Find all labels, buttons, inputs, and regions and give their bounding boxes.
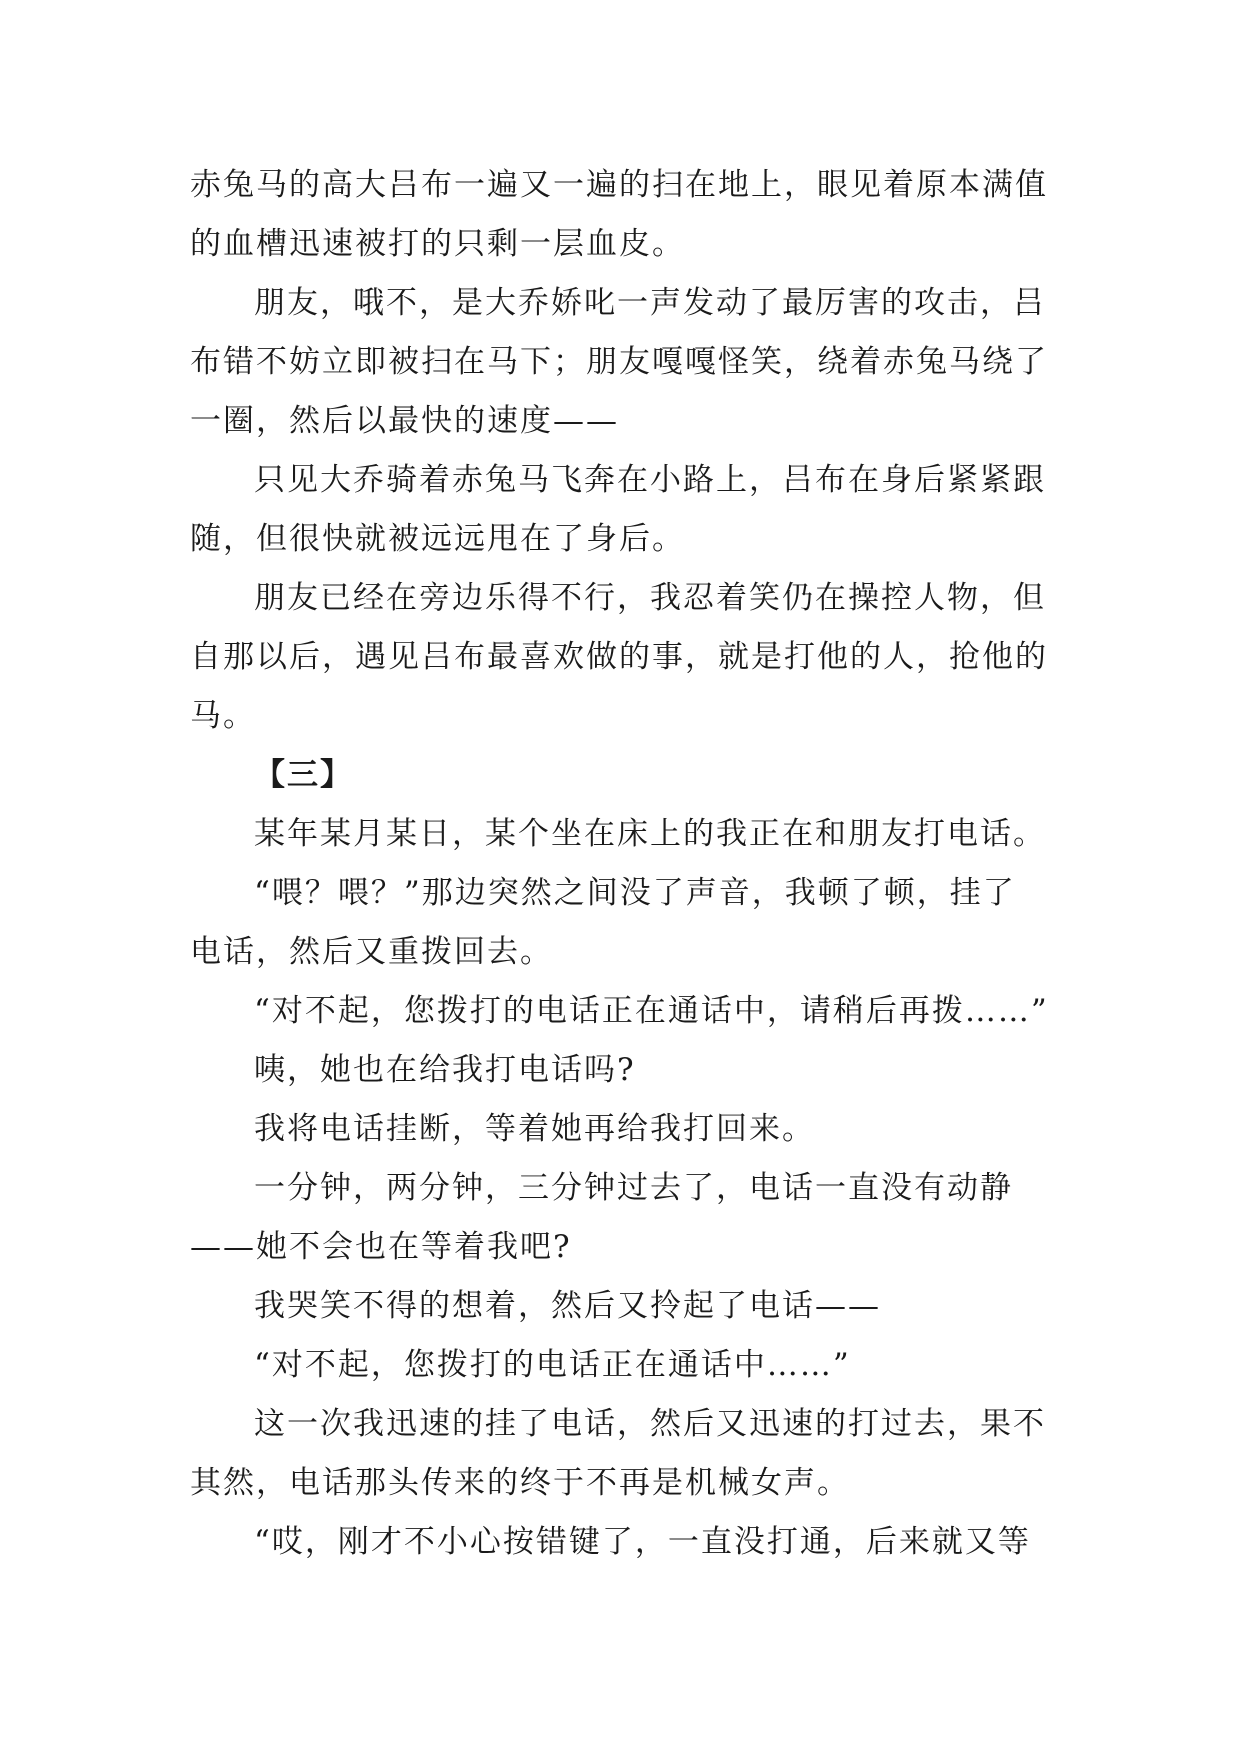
paragraph: [190, 1100, 1070, 1159]
text-line: 其然，电话那头传来的终于不再是机械女声。: [190, 1465, 850, 1501]
paragraph: [190, 1336, 1070, 1395]
text-line: 随，但很快就被远远甩在了身后。: [190, 521, 685, 557]
text-line: 某年某月某日，某个坐在床上的我正在和朋友打电话。: [254, 816, 1046, 852]
text-line: 朋友，哦不，是大乔娇叱一声发动了最厉害的攻击，吕: [254, 285, 1046, 321]
section-heading-text: 【三】: [254, 757, 353, 793]
text-line: 电话，然后又重拨回去。: [190, 934, 553, 970]
paragraph: [190, 274, 1070, 451]
paragraph: [190, 569, 1070, 746]
text-line: “对不起，您拨打的电话正在通话中，请稍后再拨……”: [254, 993, 1049, 1029]
text-line: 咦，她也在给我打电话吗?: [254, 1052, 636, 1088]
text-line: 我将电话挂断，等着她再给我打回来。: [254, 1111, 815, 1147]
text-line: “喂？喂？”那边突然之间没了声音，我顿了顿，挂了: [254, 875, 1016, 911]
text-line: 朋友已经在旁边乐得不行，我忍着笑仍在操控人物，但: [254, 580, 1046, 616]
paragraph: [190, 864, 1070, 982]
text-line: 布错不妨立即被扫在马下；朋友嘎嘎怪笑，绕着赤兔马绕了: [190, 344, 1048, 380]
text-line: “对不起，您拨打的电话正在通话中……”: [254, 1347, 851, 1383]
text-line: 一圈，然后以最快的速度——: [190, 403, 619, 439]
paragraph: [190, 1513, 1070, 1572]
section-heading: [190, 746, 1070, 805]
text-line: 这一次我迅速的挂了电话，然后又迅速的打过去，果不: [254, 1406, 1046, 1442]
paragraph: [190, 1041, 1070, 1100]
text-line: 的血槽迅速被打的只剩一层血皮。: [190, 226, 685, 262]
paragraph: [190, 805, 1070, 864]
paragraph: [190, 1159, 1070, 1277]
text-line: “哎，刚才不小心按错键了，一直没打通，后来就又等: [254, 1524, 1031, 1560]
text-line: 赤兔马的高大吕布一遍又一遍的扫在地上，眼见着原本满值: [190, 167, 1048, 203]
text-line: 马。: [190, 698, 256, 734]
paragraph: [190, 1395, 1070, 1513]
paragraph: [190, 156, 1070, 274]
paragraph: [190, 451, 1070, 569]
text-line: ——她不会也在等着我吧?: [190, 1229, 572, 1265]
paragraph: [190, 982, 1070, 1041]
body-text: [190, 156, 1070, 1572]
paragraph: [190, 1277, 1070, 1336]
text-line: 只见大乔骑着赤兔马飞奔在小路上，吕布在身后紧紧跟: [254, 462, 1046, 498]
text-line: 一分钟，两分钟，三分钟过去了，电话一直没有动静: [254, 1170, 1013, 1206]
text-line: 自那以后，遇见吕布最喜欢做的事，就是打他的人，抢他的: [190, 639, 1048, 675]
text-line: 我哭笑不得的想着，然后又拎起了电话——: [254, 1288, 881, 1324]
